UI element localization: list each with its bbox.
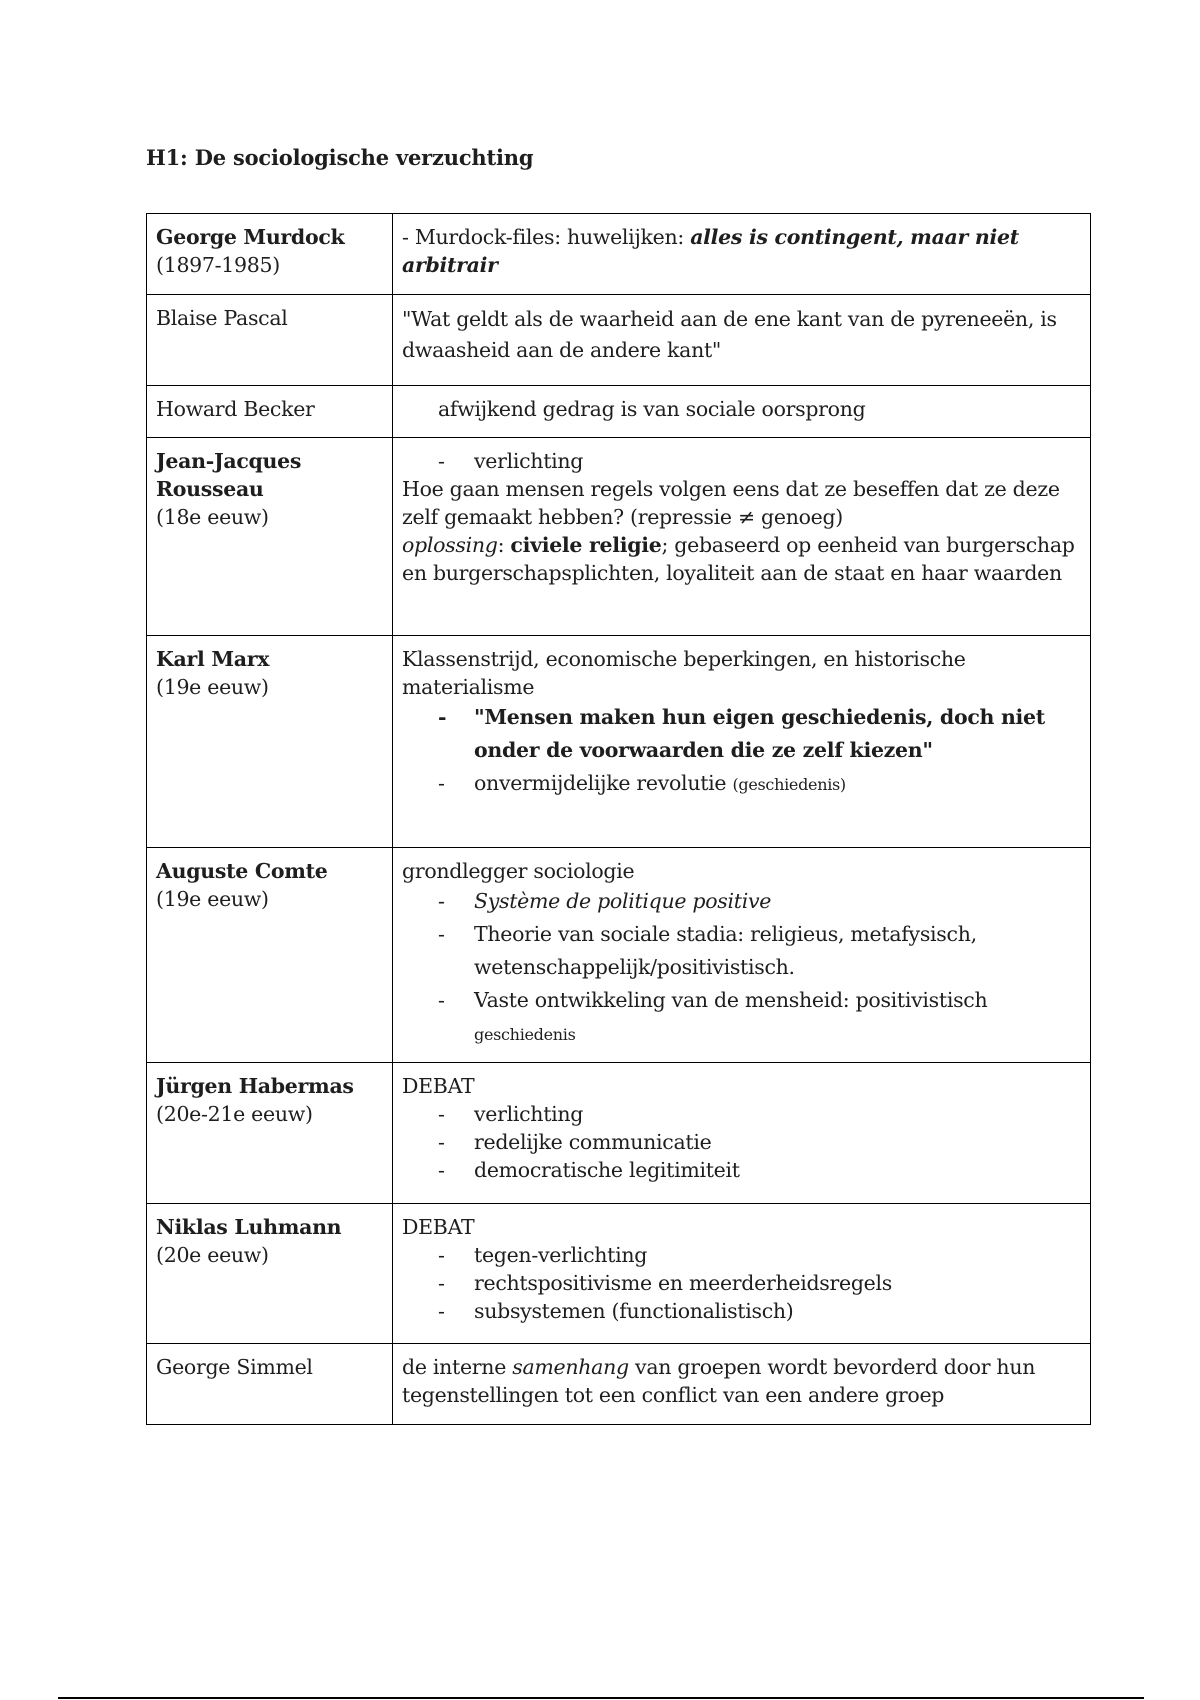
description-text [402,531,1081,587]
list-item-text: Vaste ontwikkeling van de mensheid: positivistisch [474,988,988,1012]
name-cell [147,1204,393,1344]
description-rest: van groepen wordt bevorderd door hun tegenstellingen tot een conflict van een andere groep [402,1355,1036,1407]
person-date: (19e eeuw) [156,887,269,911]
footer-divider [58,1697,1144,1699]
person-name: Blaise Pascal [156,306,288,330]
table-row [147,438,1091,636]
list-item: - rechtspositivisme en meerderheidsregels [402,1269,1081,1297]
page-title: H1: De sociologische verzuchting [146,145,534,170]
table-row [147,848,1091,1063]
description-cell [393,295,1091,386]
italic-term: samenhang [512,1355,629,1379]
table-row [147,214,1091,295]
description-text: grondlegger sociologie [402,859,635,883]
bullet-list [402,1100,1081,1184]
description-text: de interne [402,1355,513,1379]
name-cell [147,438,393,636]
description-cell [393,386,1091,438]
description-text: Klassenstrijd, economische beperkingen, en historische materialisme [402,647,966,699]
description-cell [393,1204,1091,1344]
list-item: - "Mensen maken hun eigen geschiedenis, doch niet onder de voorwaarden die ze zelf kiezen" [402,701,1081,767]
description-cell [393,636,1091,848]
name-cell [147,636,393,848]
bullet-list [402,447,1081,475]
list-item-note: geschiedenis [474,1025,576,1044]
table-row [147,1204,1091,1344]
bullet-list [402,701,1081,801]
list-item: - Theorie van sociale stadia: religieus, metafysisch, wetenschappelijk/positivistisch. [402,918,1081,984]
list-item: - verlichting [402,1100,1081,1128]
table-row [147,386,1091,438]
list-item-text: onvermijdelijke revolutie [474,771,727,795]
table-row [147,1344,1091,1425]
description-cell [393,1344,1091,1425]
separator: : [497,533,511,557]
person-name: Howard Becker [156,397,315,421]
description-text: - Murdock-files: huwelijken: [402,225,691,249]
name-cell [147,1344,393,1425]
name-cell [147,214,393,295]
description-rest: ; gebaseerd op eenheid van burgerschap en burgerschapsplichten, loyaliteit aan de staat en haar waarden [402,533,1075,585]
list-item [402,767,1081,801]
person-name: Auguste Comte [156,859,328,883]
bold-term: civiele religie [510,533,662,557]
person-date: (19e eeuw) [156,675,269,699]
person-name: Niklas Luhmann [156,1215,342,1239]
list-item: - Système de politique positive [402,885,1081,918]
person-name: Jean-Jacques Rousseau [156,449,302,501]
description-text: Hoe gaan mensen regels volgen eens dat ze beseffen dat ze deze zelf gemaakt hebben? (repressie ≠ genoeg) [402,477,1060,529]
person-date: (20e eeuw) [156,1243,269,1267]
list-item: - subsystemen (functionalistisch) [402,1297,1081,1325]
person-date: (1897-1985) [156,253,280,277]
person-date: (20e-21e eeuw) [156,1102,313,1126]
name-cell [147,1063,393,1204]
bullet-list [402,885,1081,1051]
italic-term: oplossing [402,533,498,557]
list-item: - redelijke communicatie [402,1128,1081,1156]
person-name: George Murdock [156,225,345,249]
list-item-note: (geschiedenis) [732,775,846,794]
person-date: (18e eeuw) [156,505,269,529]
description-cell [393,214,1091,295]
name-cell [147,848,393,1063]
sociologists-table [146,213,1091,1425]
list-item: - democratische legitimiteit [402,1156,1081,1184]
person-name: George Simmel [156,1355,313,1379]
bullet-list [402,1241,1081,1325]
description-cell [393,1063,1091,1204]
description-emphasis: alles is contingent, maar niet arbitrair [402,225,1019,277]
table-row [147,1063,1091,1204]
person-name: Karl Marx [156,647,270,671]
name-cell [147,386,393,438]
description-cell [393,848,1091,1063]
person-name: Jürgen Habermas [156,1074,354,1098]
name-cell [147,295,393,386]
description-text: DEBAT [402,1215,475,1239]
description-text: DEBAT [402,1074,475,1098]
description-cell [393,438,1091,636]
table-row [147,636,1091,848]
table-row [147,295,1091,386]
list-item [402,984,1081,1051]
description-text: afwijkend gedrag is van sociale oorsprong [438,397,866,421]
list-item: - verlichting [402,447,1081,475]
list-item: - tegen-verlichting [402,1241,1081,1269]
description-text: "Wat geldt als de waarheid aan de ene kant van de pyreneeën, is dwaasheid aan de andere kant" [402,307,1057,362]
